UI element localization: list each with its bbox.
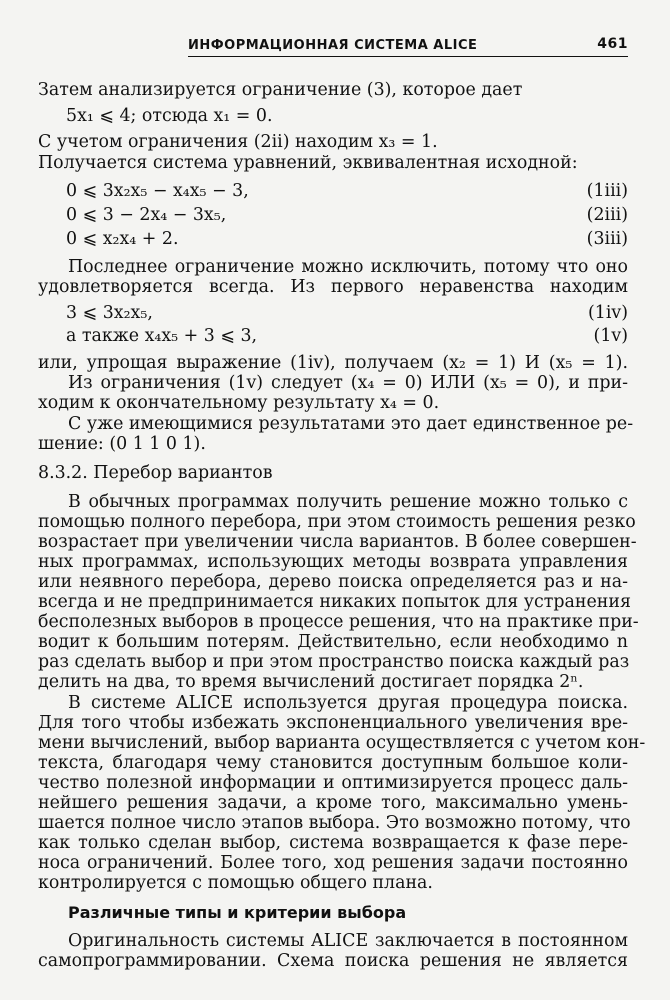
text-line: Для того чтобы избежать экспоненциального увеличения вре-	[38, 713, 628, 733]
text-line: делить на два, то время вычислений достигает порядка 2ⁿ.	[38, 672, 584, 692]
text-line: Затем анализируется ограничение (3), которое дает	[38, 80, 523, 100]
text-line: помощью полного перебора, при этом стоимость решения резко	[38, 512, 636, 532]
equation-body: 0 ⩽ 3x₂x₅ − x₄x₅ − 3,	[66, 181, 249, 201]
text-line: шение: (0 1 1 0 1).	[38, 434, 206, 454]
equation-number: (1iv)	[587, 303, 628, 323]
running-header	[188, 36, 628, 57]
text-line: как только сделан выбор, система возвращается к фазе пере-	[38, 833, 628, 853]
text-line: Оригинальность системы ALICE заключается в постоянном	[68, 931, 628, 951]
text-line: ных программах, использующих методы возврата управления	[38, 552, 628, 572]
text-line: мени вычислений, выбор варианта осуществляется с учетом кон-	[38, 733, 646, 753]
text-line: Последнее ограничение можно исключить, потому что оно	[68, 257, 628, 277]
book-page	[38, 0, 646, 1000]
equation-number: (1v)	[593, 326, 628, 346]
text-line: С уже имеющимися результатами это дает единственное ре-	[68, 414, 634, 434]
text-line: или неявного перебора, дерево поиска определяется раз и на-	[38, 572, 628, 592]
text-line: удовлетворяется всегда. Из первого неравенства находим	[38, 277, 628, 297]
equation-body: а также x₄x₅ + 3 ⩽ 3,	[66, 326, 258, 346]
subsection-heading: Различные типы и критерии выбора	[68, 903, 407, 922]
text-line: В обычных программах получить решение можно только с	[68, 492, 628, 512]
equation-body: 3 ⩽ 3x₂x₅,	[66, 303, 153, 323]
equation-body: 0 ⩽ 3 − 2x₄ − 3x₅,	[66, 205, 227, 225]
text-line: бесполезных выборов в процессе решения, что на практике при-	[38, 612, 639, 632]
text-line: С учетом ограничения (2ii) находим x₃ = 1.	[38, 132, 438, 152]
text-line: контролируется с помощью общего плана.	[38, 873, 433, 893]
text-line: возрастает при увеличении числа вариантов. В более совершен-	[38, 532, 637, 552]
text-line: шается полное число этапов выбора. Это возможно потому, что	[38, 813, 631, 833]
text-line: В системе ALICE используется другая процедура поиска.	[68, 693, 628, 713]
equation-body: 0 ⩽ x₂x₄ + 2.	[66, 229, 179, 249]
text-line: всегда и не предпринимается никаких попыток для устранения	[38, 592, 631, 612]
text-line: ходим к окончательному результату x₄ = 0.	[38, 393, 440, 413]
text-line: самопрограммировании. Схема поиска решения не является	[38, 951, 628, 971]
text-line: чество полезной информации и оптимизируется процесс даль-	[38, 773, 628, 793]
equation-number: (3iii)	[586, 229, 628, 249]
section-heading: 8.3.2. Перебор вариантов	[38, 463, 273, 483]
text-line: водит к большим потерям. Действительно, если необходимо n	[38, 632, 628, 652]
header-title: ИНФОРМАЦИОННАЯ СИСТЕМА ALICE	[188, 38, 478, 53]
page-number: 461	[597, 36, 628, 52]
text-line: Из ограничения (1v) следует (x₄ = 0) ИЛИ (x₅ = 0), и при-	[68, 373, 628, 393]
text-line: или, упрощая выражение (1iv), получаем (x₂ = 1) И (x₅ = 1).	[38, 353, 628, 373]
text-line: носа ограничений. Более того, ход решения задачи постоянно	[38, 853, 628, 873]
equation-number: (2iii)	[586, 205, 628, 225]
text-line: раз сделать выбор и при этом пространство поиска каждый раз	[38, 652, 630, 672]
equation-body: 5x₁ ⩽ 4; отсюда x₁ = 0.	[66, 106, 273, 126]
text-line: Получается система уравнений, эквивалентная исходной:	[38, 153, 578, 173]
equation-number: (1iii)	[586, 181, 628, 201]
text-line: текста, благодаря чему становится доступным большое коли-	[38, 753, 628, 773]
text-line: нейшего решения задачи, а кроме того, максимально умень-	[38, 793, 628, 813]
